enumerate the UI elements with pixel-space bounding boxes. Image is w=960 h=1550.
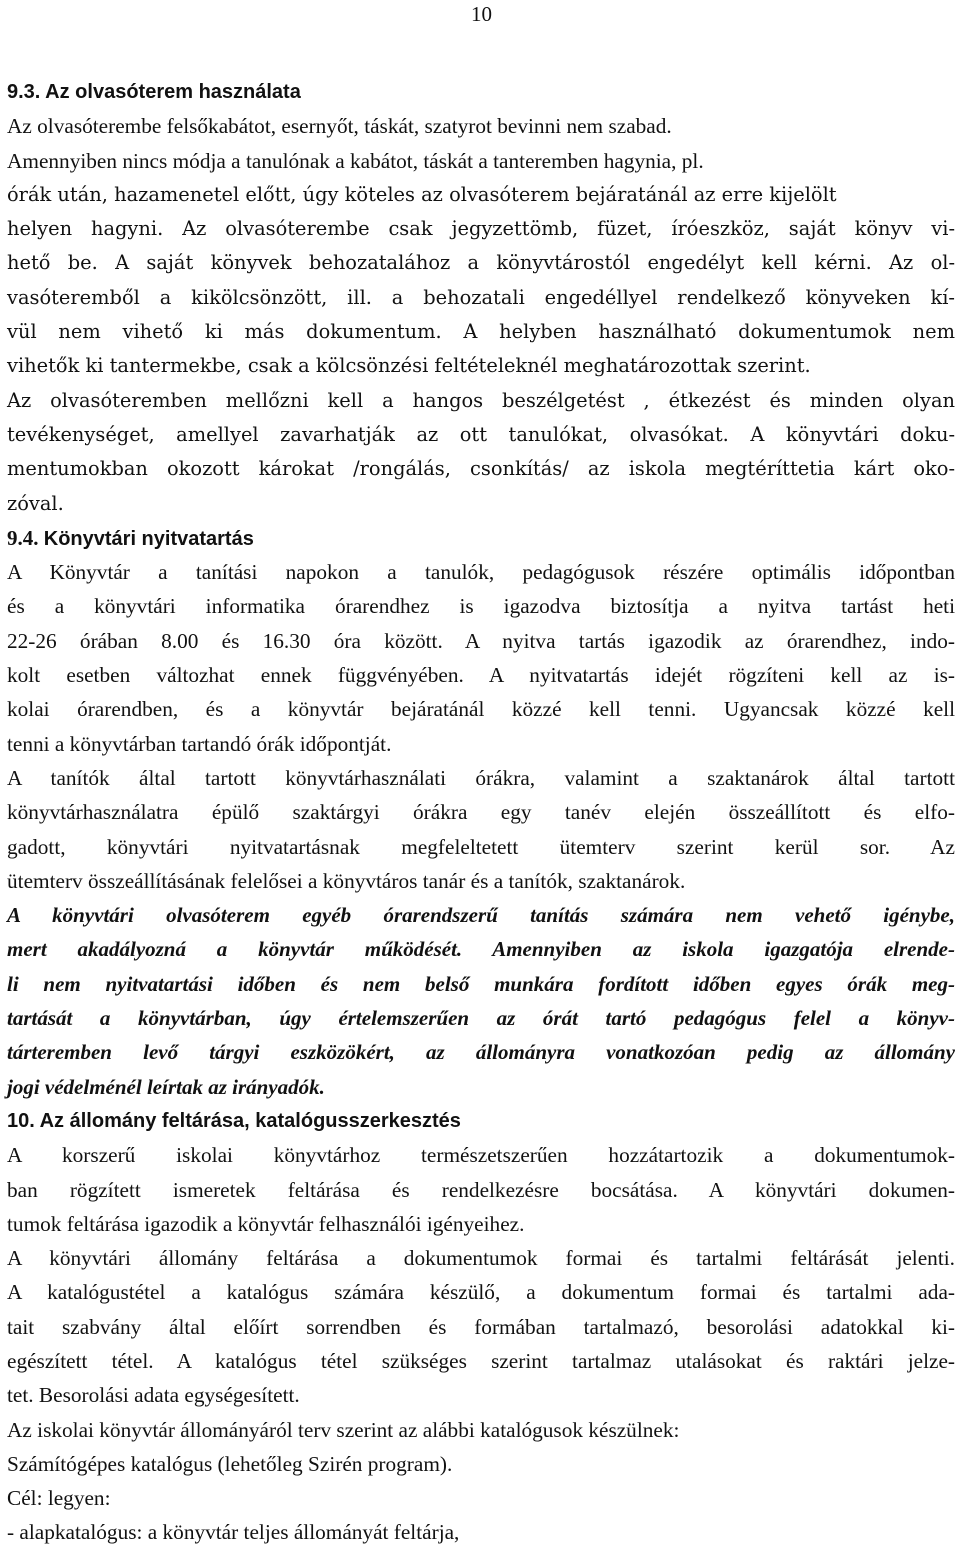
paragraph-line: tet. Besorolási adata egységesített.: [7, 1383, 300, 1408]
paragraph-line: Amennyiben nincs módja a tanulónak a kabátot, táskát a tanteremben hagynia, pl.: [7, 148, 704, 173]
italic-line: jogi védelménél leírtak az irányadók.: [7, 1074, 325, 1099]
paragraph-line: vasóteremből a kikölcsönzött, ill. a behozatali engedéllyel rendelkező könyveken kí-: [7, 285, 955, 309]
paragraph-line: - alapkatalógus: a könyvtár teljes állományát feltárja,: [7, 1520, 460, 1545]
paragraph-line: vül nem vihető ki más dokumentum. A helyben használható dokumentumok nem: [7, 320, 955, 344]
paragraph-line: órák után, hazamenetel előtt, úgy köteles az olvasóterem bejáratánál az erre kijelölt: [7, 182, 837, 206]
italic-line: li nem nyitvatartási időben és nem belső munkára fordított időben egyes órák meg-: [7, 971, 955, 996]
page-number: 10: [471, 2, 492, 26]
paragraph-line: mentumokban okozott károkat /rongálás, csonkítás/ az iskola megtéríttetiа kárt oko-: [7, 457, 955, 481]
section-9-4-number: 9.4.: [7, 525, 39, 550]
paragraph-line: hető be. A saját könyvek behozatalához a könyvtárostól engedélyt kell kérni. Az ol-: [7, 251, 955, 275]
document-body: [7, 75, 955, 1550]
paragraph-line: könyvtárhasználatra épülő szaktárgyi órákra egy tanév elején összeállított és elfo-: [7, 800, 955, 825]
paragraph-line: A tanítók által tartott könyvtárhasználati órákra, valamint a szaktanárok által tartott: [7, 765, 955, 790]
section-9-4-heading: [7, 521, 955, 555]
paragraph-line: vihetők ki tantermekbe, csak a kölcsönzési feltételeknél meghatározottak szerint.: [7, 354, 811, 378]
paragraph-line: kolai órarendben, és a könyvtár bejáratánál közzé kell tenni. Ugyancsak közzé kell: [7, 697, 955, 722]
paragraph-line: tumok feltárása igazodik a könyvtár felhasználói igényeihez.: [7, 1211, 525, 1236]
paragraph-line: Az olvasóteremben mellőzni kell a hangos beszélgetést , étkezést és minden olyan: [7, 388, 955, 412]
paragraph-line: A korszerű iskolai könyvtárhoz természetszerűen hozzátartozik a dokumentumok-: [7, 1143, 955, 1168]
section-10-heading: 10. Az állomány feltárása, katalógusszerkesztés: [7, 1109, 461, 1132]
paragraph-line: 22-26 órában 8.00 és 16.30 óra között. A nyitva tartás igazodik az órarendhez, indo-: [7, 628, 955, 653]
paragraph-line: kolt esetben változhat ennek függvényében. A nyitvatartás idejét rögzíteni kell az is-: [7, 663, 955, 688]
paragraph-line: Az olvasóterembe felsőkabátot, esernyőt, táskát, szatyrot bevinni nem szabad.: [7, 114, 672, 139]
section-9-3-heading: 9.3. Az olvasóterem használata: [7, 81, 301, 103]
paragraph-line: tevékenységet, amellyel zavarhatják az ott tanulókat, olvasókat. A könyvtári doku-: [7, 422, 955, 446]
italic-line: mert akadályozná a könyvtár működését. Amennyiben az iskola igazgatója elrende-: [7, 937, 955, 962]
paragraph-line: ban rögzített ismeretek feltárása és rendelkezésre bocsátása. A könyvtári dokumen-: [7, 1177, 955, 1202]
paragraph-line: zóval.: [7, 491, 64, 515]
paragraph-line: A katalógustétel a katalógus számára készülő, a dokumentum formai és tartalmi ada-: [7, 1280, 955, 1305]
paragraph-line: Cél: legyen:: [7, 1486, 111, 1511]
paragraph-line: ütemterv összeállításának felelősei a könyvtáros tanár és a tanítók, szaktanárok.: [7, 868, 686, 893]
italic-line: tárteremben levő tárgyi eszközökért, az állományra vonatkozóan pedig az állomány: [7, 1040, 955, 1065]
italic-line: A könyvtári olvasóterem egyéb órarendszerű tanítás számára nem vehető igénybe,: [7, 903, 955, 928]
paragraph-line: gadott, könyvtári nyitvatartásnak megfeleltetett ütemterv szerint kerül sor. Az: [7, 834, 955, 859]
paragraph-line: tait szabvány által előírt sorrendben és formában tartalmazó, besorolási adatokkal ki-: [7, 1314, 955, 1339]
paragraph-line: A könyvtári állomány feltárása a dokumentumok formai és tartalmi feltárását jelenti.: [7, 1246, 955, 1271]
paragraph-line: A Könyvtár a tanítási napokon a tanulók, pedagógusok részére optimális időpontban: [7, 560, 955, 585]
paragraph-line: Számítógépes katalógus (lehetőleg Szirén program).: [7, 1451, 453, 1476]
paragraph-line: és a könyvtári informatika órarendhez is igazodva biztosítja a nyitva tartást heti: [7, 594, 955, 619]
paragraph-line: Az iskolai könyvtár állományáról terv szerint az alábbi katalógusok készülnek:: [7, 1417, 680, 1442]
paragraph-line: egészített tétel. A katalógus tétel szükséges szerint tartalmaz utalásokat és raktári jelze-: [7, 1348, 955, 1373]
paragraph-line: helyen hagyni. Az olvasóterembe csak jegyzettömb, füzet, íróeszköz, saját könyv vi-: [7, 217, 955, 241]
paragraph-line: tenni a könyvtárban tartandó órák időpontját.: [7, 731, 392, 756]
section-9-4-title: Könyvtári nyitvatartás: [43, 527, 254, 550]
italic-line: tartását a könyvtárban, úgy értelemszerűen az órát tartó pedagógus felel a könyv-: [7, 1006, 955, 1031]
